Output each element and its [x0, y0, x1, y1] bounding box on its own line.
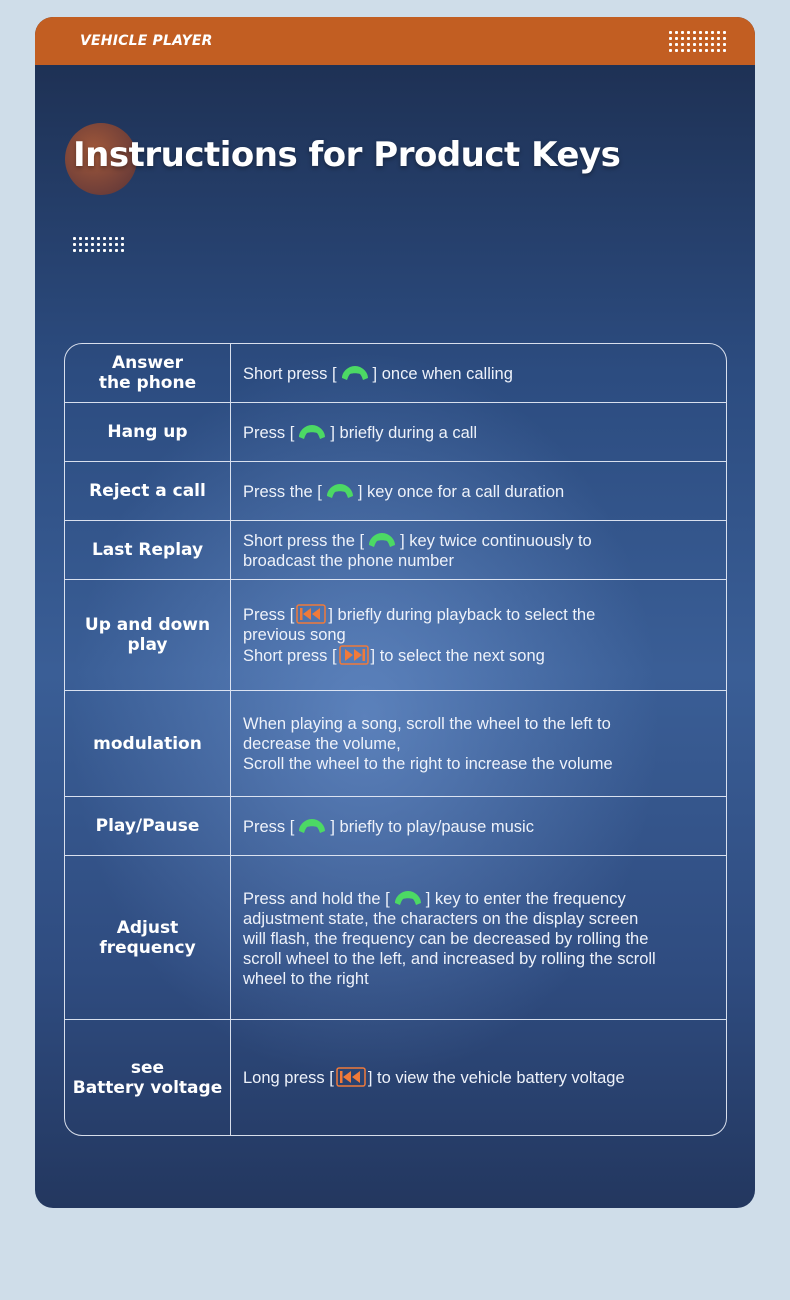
next-track-icon [339, 645, 369, 665]
dot [103, 249, 106, 252]
dot [85, 237, 88, 240]
table-row [65, 402, 726, 461]
dot [73, 249, 76, 252]
phone-icon [296, 815, 328, 837]
page-title: Instructions for Product Keys [73, 135, 621, 175]
dot [121, 249, 124, 252]
table-row [65, 520, 726, 579]
phone-icon [366, 529, 398, 551]
dot [85, 243, 88, 246]
table-row [65, 855, 726, 1019]
dot [91, 249, 94, 252]
header-title: VEHICLE PLAYER [80, 33, 213, 49]
dot [121, 237, 124, 240]
phone-icon [339, 362, 371, 384]
dot [121, 243, 124, 246]
row-key: see Battery voltage [65, 1020, 231, 1135]
dot [85, 249, 88, 252]
row-key: Answer the phone [65, 344, 231, 402]
dot [681, 31, 684, 34]
dot [717, 43, 720, 46]
dot [115, 249, 118, 252]
dot [693, 31, 696, 34]
dot [669, 43, 672, 46]
phone-icon [392, 887, 424, 909]
dot [109, 243, 112, 246]
dot [675, 31, 678, 34]
dot [97, 249, 100, 252]
dot [723, 49, 726, 52]
instructions-table [64, 343, 727, 1136]
table-row [65, 796, 726, 855]
dot [699, 31, 702, 34]
dot [717, 31, 720, 34]
dot [687, 49, 690, 52]
row-description: Press the [ ] key once for a call duration [231, 462, 726, 520]
dot [91, 237, 94, 240]
dot [79, 243, 82, 246]
row-description: Short press the [ ] key twice continuously to broadcast the phone number [231, 521, 726, 579]
dot [97, 243, 100, 246]
row-key: modulation [65, 691, 231, 796]
dot [711, 31, 714, 34]
dot [711, 49, 714, 52]
header-bar [35, 17, 755, 65]
dot [79, 237, 82, 240]
dot [109, 249, 112, 252]
dot [115, 243, 118, 246]
dot [669, 31, 672, 34]
table-row [65, 1019, 726, 1135]
dot [717, 37, 720, 40]
dot [73, 237, 76, 240]
dot [705, 49, 708, 52]
row-key: Play/Pause [65, 797, 231, 855]
phone-icon [296, 421, 328, 443]
previous-track-icon [296, 604, 326, 624]
row-key: Up and down play [65, 580, 231, 690]
dot [681, 43, 684, 46]
dot [723, 37, 726, 40]
row-description: Short press [ ] once when calling [231, 344, 726, 402]
row-description: Press [ ] briefly during playback to select the previous song Short press [ ] to select the next song [243, 606, 596, 665]
previous-track-icon [336, 1067, 366, 1087]
dot [675, 37, 678, 40]
dot [711, 37, 714, 40]
dot [723, 31, 726, 34]
dot [91, 243, 94, 246]
dot-grid-decoration [669, 31, 726, 52]
dot [675, 43, 678, 46]
dot [693, 37, 696, 40]
row-key: Reject a call [65, 462, 231, 520]
phone-icon [324, 480, 356, 502]
dot [681, 49, 684, 52]
dot [115, 237, 118, 240]
dot [693, 49, 696, 52]
dot [711, 43, 714, 46]
dot [97, 237, 100, 240]
dot [705, 31, 708, 34]
table-row [65, 690, 726, 796]
dot [699, 37, 702, 40]
dot [669, 37, 672, 40]
dot [693, 43, 696, 46]
dot [669, 49, 672, 52]
row-description: Press [ ] briefly to play/pause music [231, 797, 726, 855]
dot [717, 49, 720, 52]
row-description: Press [ ] briefly during a call [231, 403, 726, 461]
table-row [65, 461, 726, 520]
dot [103, 243, 106, 246]
dot-grid-decoration-left [73, 237, 124, 252]
row-key: Adjust frequency [65, 856, 231, 1019]
row-description: When playing a song, scroll the wheel to the left to decrease the volume, Scroll the wheel to the right to increase the volume [243, 714, 613, 773]
dot [699, 49, 702, 52]
dot [73, 243, 76, 246]
row-description: Press and hold the [ ] key to enter the frequency adjustment state, the characters on the display screen will flash, the frequency can be decreased by rolling the scroll wheel to the left, and increased by rolling the scroll wheel to the right [231, 856, 726, 1019]
row-key: Last Replay [65, 521, 231, 579]
dot [705, 43, 708, 46]
product-card [35, 17, 755, 1208]
dot [723, 43, 726, 46]
dot [103, 237, 106, 240]
dot [687, 43, 690, 46]
dot [687, 31, 690, 34]
dot [687, 37, 690, 40]
row-key: Hang up [65, 403, 231, 461]
dot [675, 49, 678, 52]
dot [79, 249, 82, 252]
dot [705, 37, 708, 40]
dot [699, 43, 702, 46]
dot [681, 37, 684, 40]
dot [109, 237, 112, 240]
row-description: Long press [ ] to view the vehicle battery voltage [243, 1069, 625, 1087]
table-row [65, 344, 726, 402]
table-row [65, 579, 726, 690]
